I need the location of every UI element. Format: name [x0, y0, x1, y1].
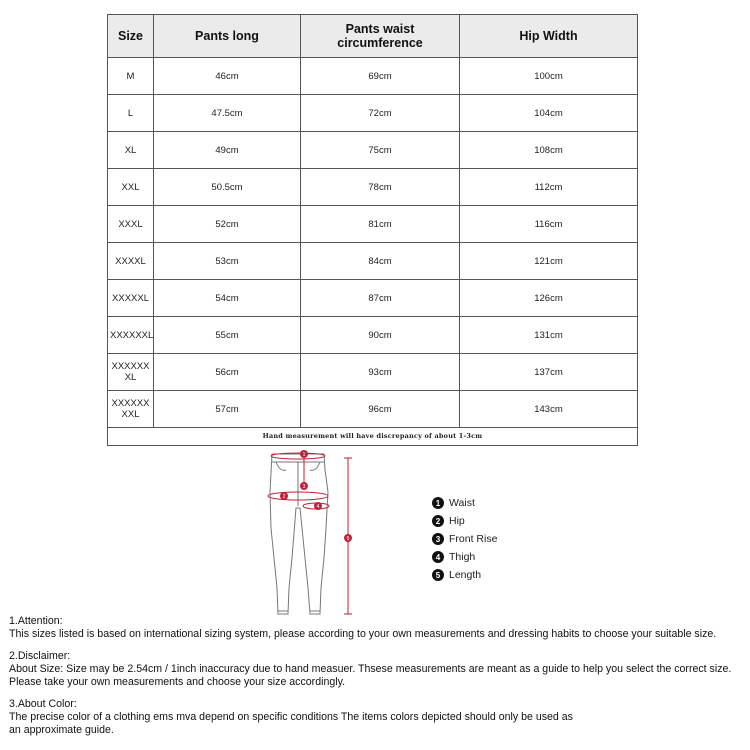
notes	[9, 615, 749, 746]
table-row	[108, 95, 638, 132]
hip-width-cell: 100cm	[460, 58, 638, 95]
svg-text:3: 3	[302, 484, 306, 490]
header-size: Size	[108, 15, 154, 58]
size-cell: XXXXXXL	[108, 317, 154, 354]
pants-long-cell: 54cm	[154, 280, 301, 317]
notes-line: About Size: Size may be 2.54cm / 1inch inaccuracy due to hand measuer. Thsese measurements are meant as a guide to help you select the correct size.	[9, 663, 732, 675]
size-cell: XXXL	[108, 206, 154, 243]
hip-width-cell: 116cm	[460, 206, 638, 243]
hip-width-cell: 108cm	[460, 132, 638, 169]
waist-cell: 90cm	[301, 317, 460, 354]
pants-diagram	[262, 448, 362, 620]
size-cell: M	[108, 58, 154, 95]
legend-label: Waist	[449, 497, 475, 509]
notes-title: 1.Attention:	[9, 615, 63, 627]
hip-width-cell: 112cm	[460, 169, 638, 206]
legend-item	[432, 530, 497, 548]
marker-4	[314, 502, 322, 510]
pants-long-cell: 57cm	[154, 391, 301, 428]
size-cell: XXXXXL	[108, 280, 154, 317]
svg-text:5: 5	[346, 536, 350, 542]
marker-1	[300, 450, 308, 458]
measurement-note: Hand measurement will have discrepancy of about 1-3cm	[108, 428, 638, 446]
pants-long-cell: 50.5cm	[154, 169, 301, 206]
table-row	[108, 280, 638, 317]
size-cell: L	[108, 95, 154, 132]
header-hip-width: Hip Width	[460, 15, 638, 58]
legend-label: Thigh	[449, 551, 476, 563]
table-row	[108, 132, 638, 169]
svg-text:4: 4	[316, 504, 320, 510]
notes-title: 2.Disclaimer:	[9, 650, 71, 662]
table-row	[108, 391, 638, 428]
table-row	[108, 206, 638, 243]
waist-cell: 81cm	[301, 206, 460, 243]
measurement-lines	[268, 452, 352, 614]
size-table	[107, 14, 638, 446]
pants-long-cell: 53cm	[154, 243, 301, 280]
table-row	[108, 243, 638, 280]
header-pants-long: Pants long	[154, 15, 301, 58]
measurement-legend	[432, 494, 497, 584]
hip-width-cell: 143cm	[460, 391, 638, 428]
size-cell: XXXXXX XXL	[108, 391, 154, 428]
size-cell: XL	[108, 132, 154, 169]
pants-long-cell: 49cm	[154, 132, 301, 169]
marker-3	[300, 482, 308, 490]
waist-cell: 93cm	[301, 354, 460, 391]
svg-text:1: 1	[302, 452, 306, 458]
legend-number-icon: 3	[432, 533, 444, 545]
legend-item	[432, 566, 497, 584]
hip-width-cell: 126cm	[460, 280, 638, 317]
legend-item	[432, 548, 497, 566]
hip-width-cell: 131cm	[460, 317, 638, 354]
notes-section	[9, 698, 749, 737]
legend-number-icon: 2	[432, 515, 444, 527]
waist-cell: 78cm	[301, 169, 460, 206]
legend-number-icon: 1	[432, 497, 444, 509]
notes-section	[9, 615, 749, 641]
size-cell: XXXXXX XL	[108, 354, 154, 391]
legend-label: Front Rise	[449, 533, 498, 545]
table-row	[108, 169, 638, 206]
pants-long-cell: 55cm	[154, 317, 301, 354]
legend-item	[432, 494, 497, 512]
notes-title: 3.About Color:	[9, 698, 77, 710]
svg-text:2: 2	[282, 494, 286, 500]
legend-label: Hip	[449, 515, 465, 527]
waist-cell: 69cm	[301, 58, 460, 95]
table-row	[108, 317, 638, 354]
legend-item	[432, 512, 497, 530]
waist-cell: 75cm	[301, 132, 460, 169]
pants-outline	[270, 454, 328, 614]
notes-line: Please take your own measurements and choose your size accordingly.	[9, 676, 346, 688]
table-body	[108, 58, 638, 428]
table-row	[108, 354, 638, 391]
waist-cell: 72cm	[301, 95, 460, 132]
hip-width-cell: 121cm	[460, 243, 638, 280]
table-header-row	[108, 15, 638, 58]
marker-2	[280, 492, 288, 500]
pants-long-cell: 46cm	[154, 58, 301, 95]
size-cell: XXXXL	[108, 243, 154, 280]
legend-number-icon: 5	[432, 569, 444, 581]
notes-line: This sizes listed is based on international sizing system, please according to your own measurements and dressing habits to choose your suitable size.	[9, 628, 717, 640]
pants-long-cell: 52cm	[154, 206, 301, 243]
pants-long-cell: 47.5cm	[154, 95, 301, 132]
waist-cell: 96cm	[301, 391, 460, 428]
table-note-row	[108, 428, 638, 446]
legend-number-icon: 4	[432, 551, 444, 563]
waist-cell: 87cm	[301, 280, 460, 317]
table-row	[108, 58, 638, 95]
legend-label: Length	[449, 569, 482, 581]
notes-line: The precise color of a clothing ems mva depend on specific conditions The items colors depicted should only be used as	[9, 711, 573, 723]
header-waist: Pants waist circumference	[301, 15, 460, 58]
notes-line: an approximate guide.	[9, 724, 114, 736]
hip-width-cell: 137cm	[460, 354, 638, 391]
hip-width-cell: 104cm	[460, 95, 638, 132]
pants-long-cell: 56cm	[154, 354, 301, 391]
size-cell: XXL	[108, 169, 154, 206]
waist-cell: 84cm	[301, 243, 460, 280]
notes-section	[9, 650, 749, 689]
marker-5	[344, 534, 352, 542]
